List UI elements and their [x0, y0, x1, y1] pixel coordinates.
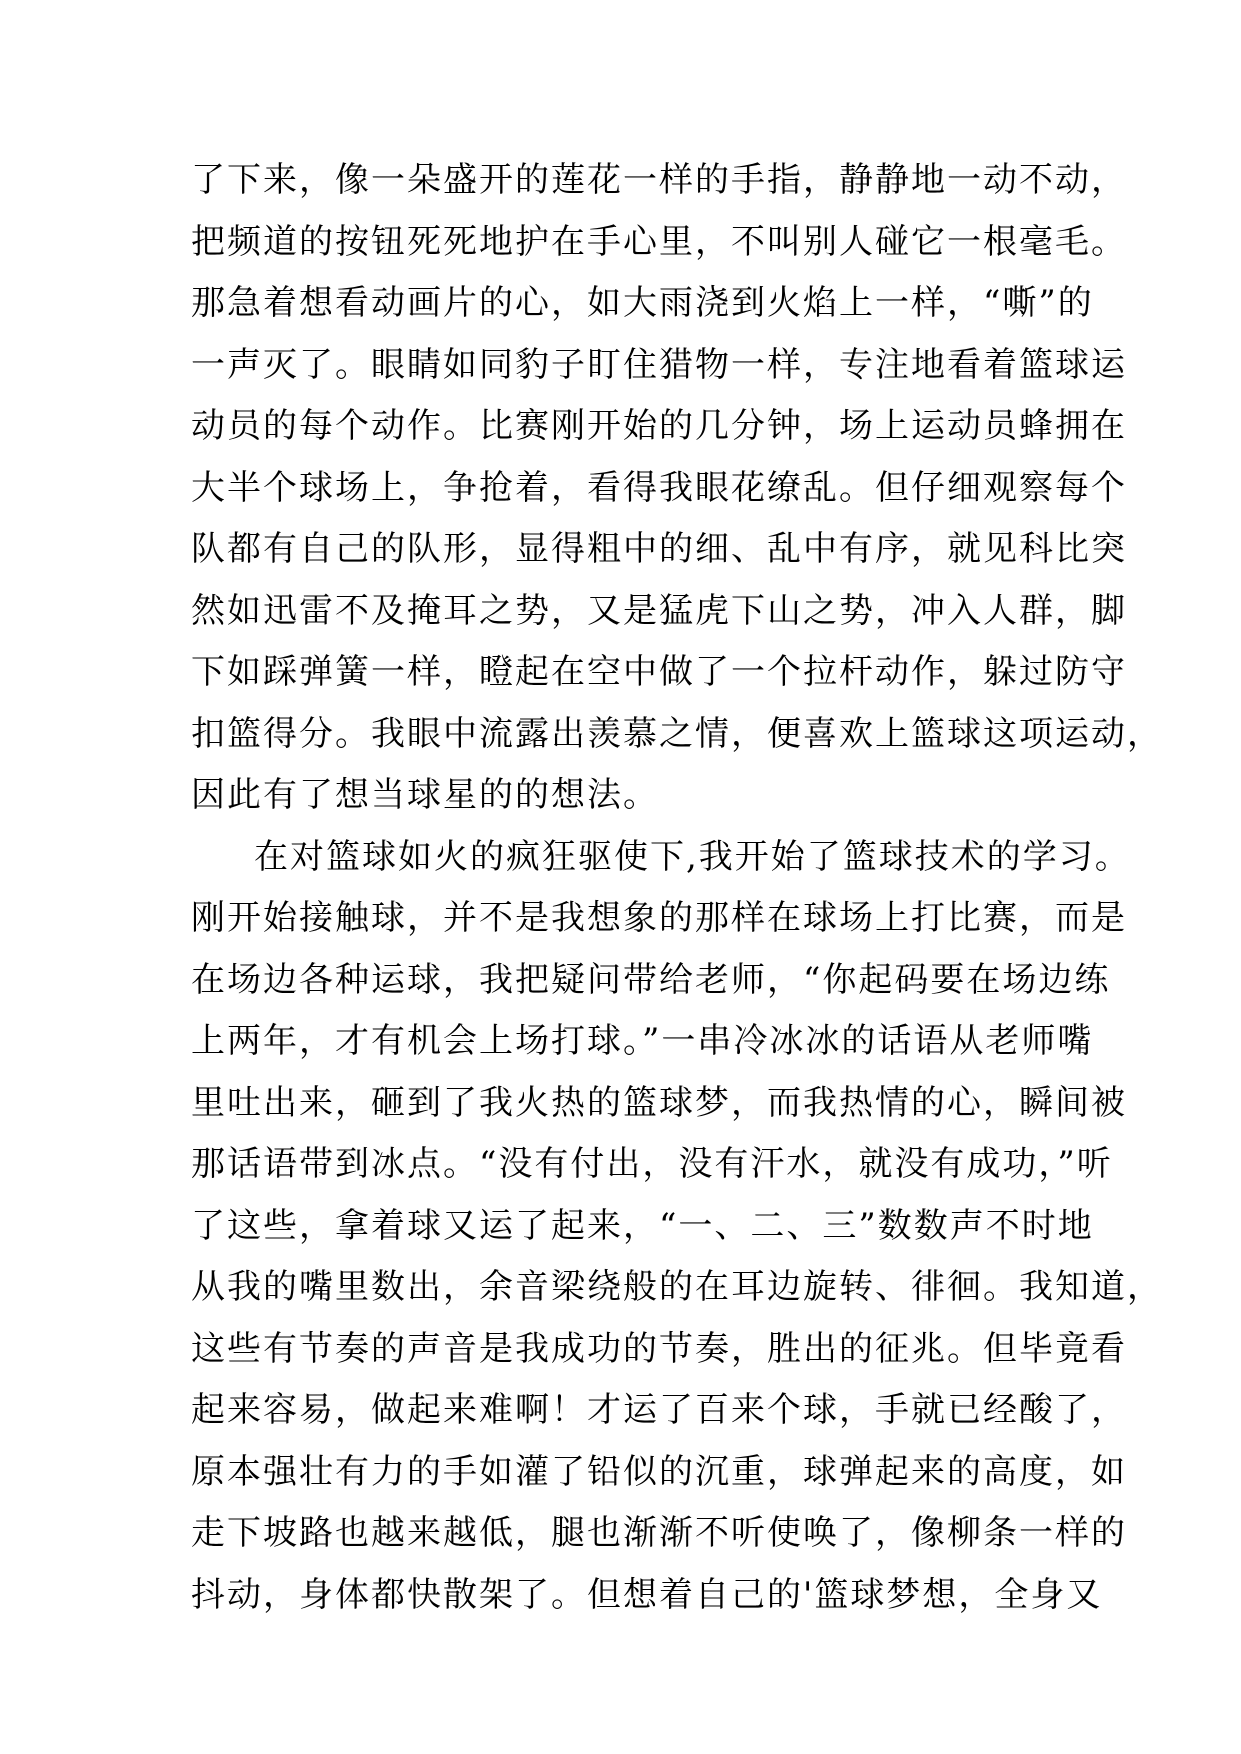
paragraph-first-line: 在对篮球如火的疯狂驱使下,我开始了篮球技术的学习。	[254, 836, 1131, 877]
text-line: 原本强壮有力的手如灌了铅似的沉重，球弹起来的高度，如	[191, 1451, 1127, 1492]
text-line: 那急着想看动画片的心，如大雨浇到火焰上一样，“嘶”的	[191, 283, 1094, 323]
text-line: 队都有自己的队形，显得粗中的细、乱中有序，就见科比突	[191, 529, 1127, 569]
text-line: 在场边各种运球，我把疑问带给老师，“你起码要在场边练	[191, 959, 1111, 1000]
text-line: 这些有节奏的声音是我成功的节奏，胜出的征兆。但毕竟看	[191, 1328, 1127, 1369]
text-line: 刚开始接触球，并不是我想象的那样在球场上打比赛，而是	[191, 898, 1127, 938]
text-line: 一声灭了。眼睛如同豹子盯住猎物一样，专注地看着篮球运	[191, 344, 1127, 385]
text-line: 从我的嘴里数出，余音梁绕般的在耳边旋转、徘徊。我知道，	[191, 1267, 1163, 1307]
text-line: 走下坡路也越来越低，腿也渐渐不听使唤了，像柳条一样的	[191, 1513, 1127, 1553]
text-line: 起来容易，做起来难啊！才运了百来个球，手就已经酸了，	[191, 1390, 1127, 1430]
text-line: 下如踩弹簧一样，瞪起在空中做了一个拉杆动作，躲过防守	[191, 652, 1127, 692]
body-text	[191, 155, 1163, 1631]
text-line: 把频道的按钮死死地护在手心里，不叫别人碰它一根毫毛。	[191, 221, 1127, 262]
text-line: 大半个球场上，争抢着，看得我眼花缭乱。但仔细观察每个	[191, 467, 1127, 508]
text-line: 因此有了想当球星的的想法。	[191, 775, 659, 815]
text-line: 扣篮得分。我眼中流露出羡慕之情，便喜欢上篮球这项运动，	[191, 713, 1163, 754]
text-line: 抖动，身体都快散架了。但想着自己的'篮球梦想，全身又	[191, 1574, 1103, 1615]
text-line: 上两年，才有机会上场打球。”一串冷冰冰的话语从老师嘴	[191, 1021, 1094, 1061]
text-line: 那话语带到冰点。“没有付出，没有汗水，就没有成功，”听	[191, 1144, 1113, 1184]
text-line: 了下来，像一朵盛开的莲花一样的手指，静静地一动不动，	[191, 160, 1127, 200]
text-line: 然如迅雷不及掩耳之势，又是猛虎下山之势，冲入人群，脚	[191, 590, 1127, 631]
text-line: 了这些，拿着球又运了起来，“一、二、三”数数声不时地	[191, 1205, 1094, 1246]
text-line: 里吐出来，砸到了我火热的篮球梦，而我热情的心，瞬间被	[191, 1082, 1127, 1123]
text-line: 动员的每个动作。比赛刚开始的几分钟，场上运动员蜂拥在	[191, 406, 1127, 446]
